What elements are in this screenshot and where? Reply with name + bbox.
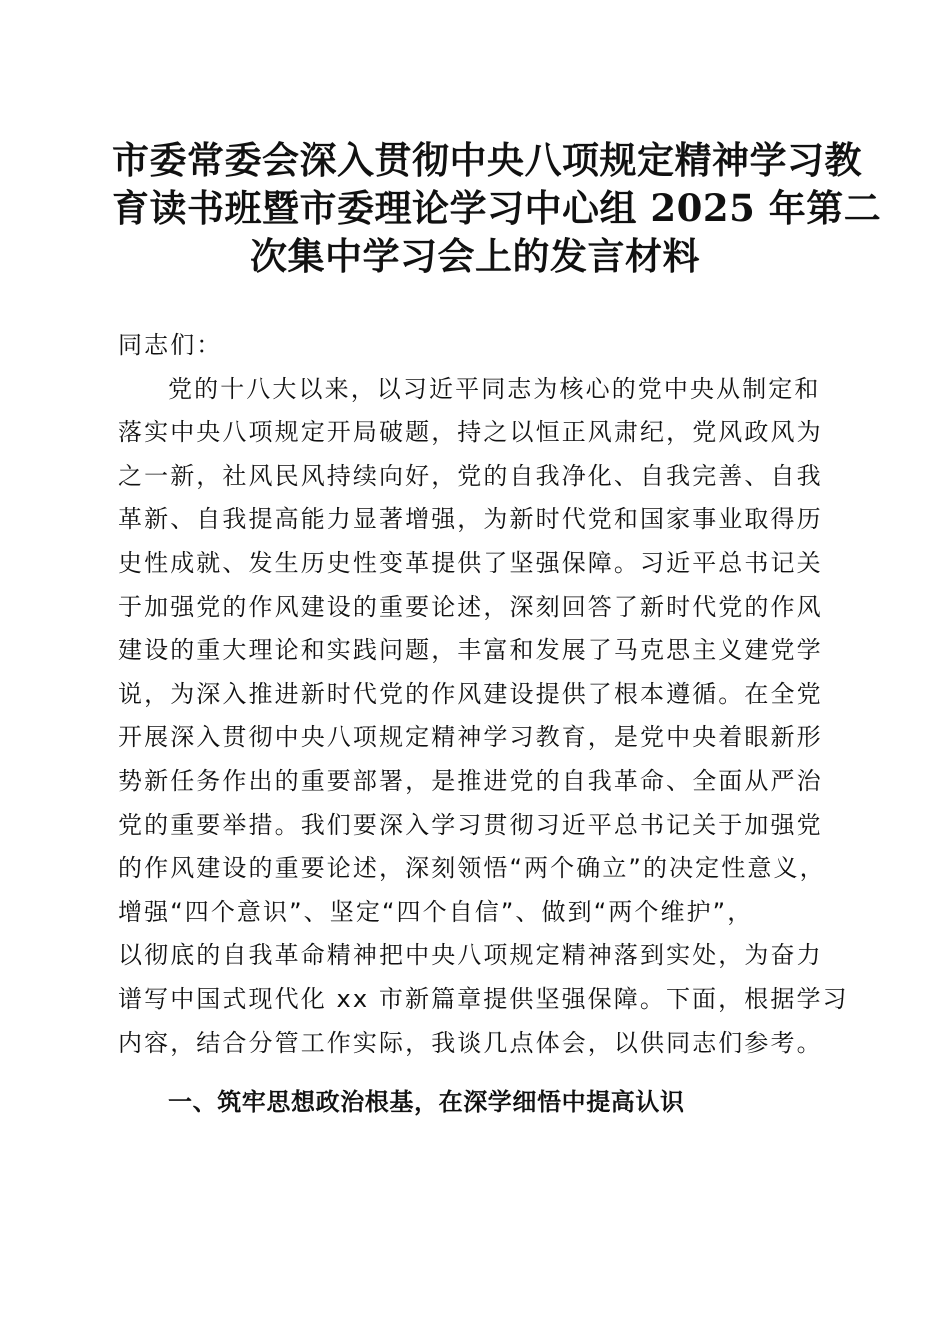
document-title: [112, 136, 882, 280]
paragraph-line: 势新任务作出的重要部署，是推进党的自我革命、全面从严治: [118, 766, 823, 795]
paragraph-line: 建设的重大理论和实践问题，丰富和发展了马克思主义建党学: [118, 636, 823, 665]
salutation: 同志们：: [118, 331, 223, 359]
paragraph-line: 史性成就、发生历史性变革提供了坚强保障。习近平总书记关: [118, 548, 823, 577]
paragraph-line: 之一新，社风民风持续向好，党的自我净化、自我完善、自我: [118, 461, 823, 490]
title-line-3: 次集中学习会上的发言材料: [250, 234, 700, 278]
paragraph-line: 以彻底的自我革命精神把中央八项规定精神落到实处，为奋力: [118, 941, 823, 970]
paragraph-line: 增强“四个意识”、坚定“四个自信”、做到“两个维护”，: [118, 897, 754, 926]
paragraph-line: 谱写中国式现代化 xx 市新篇章提供坚强保障。下面，根据学习: [118, 984, 849, 1013]
paragraph-line: 党的重要举措。我们要深入学习贯彻习近平总书记关于加强党: [118, 810, 823, 839]
paragraph-line: 的作风建设的重要论述，深刻领悟“两个确立”的决定性意义，: [118, 854, 826, 883]
title-line-2: 育读书班暨市委理论学习中心组 2025 年第二: [112, 186, 882, 230]
paragraph-line: 内容，结合分管工作实际，我谈几点体会，以供同志们参考。: [118, 1028, 823, 1057]
paragraph-line: 于加强党的作风建设的重要论述，深刻回答了新时代党的作风: [118, 592, 823, 621]
document-body: [118, 324, 849, 1065]
paragraph-line: 说，为深入推进新时代党的作风建设提供了根本遵循。在全党: [118, 679, 823, 708]
paragraph-line: 党的十八大以来，以习近平同志为核心的党中央从制定和: [168, 374, 821, 403]
paragraph-line: 革新、自我提高能力显著增强，为新时代党和国家事业取得历: [118, 505, 823, 534]
paragraph-line: 开展深入贯彻中央八项规定精神学习教育，是党中央着眼新形: [118, 723, 823, 752]
title-line-1: 市委常委会深入贯彻中央八项规定精神学习教: [112, 138, 862, 182]
section-heading: 一、筑牢思想政治根基，在深学细悟中提高认识: [168, 1088, 685, 1116]
paragraph-line: 落实中央八项规定开局破题，持之以恒正风肃纪，党风政风为: [118, 418, 823, 447]
opening-paragraph: [118, 368, 849, 1066]
